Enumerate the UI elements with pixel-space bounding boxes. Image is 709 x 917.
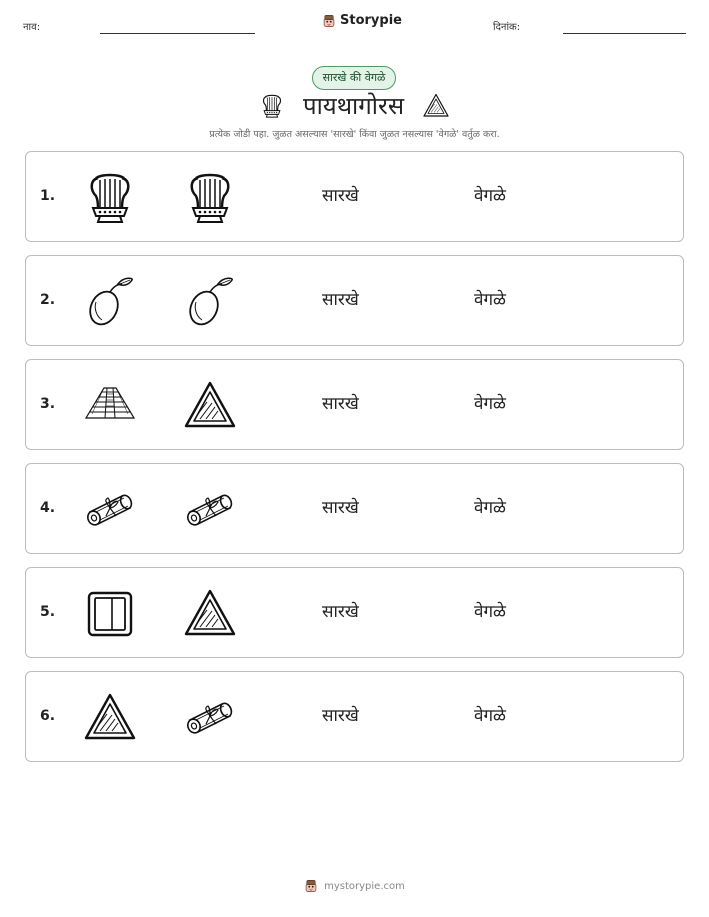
brand-logo [322,13,402,28]
question-number: 5. [40,604,56,620]
footer [0,879,709,893]
same-option[interactable]: सारखे [322,498,359,518]
footer-url[interactable]: mystorypie.com [324,880,405,892]
question-row [25,255,684,346]
pyramid-icon [82,378,138,434]
same-option[interactable]: सारखे [322,394,359,414]
date-line[interactable] [563,33,686,34]
question-number: 3. [40,396,56,412]
question-row [25,463,684,554]
question-number: 1. [40,188,56,204]
question-row [25,567,684,658]
scroll-icon [182,482,238,538]
name-line[interactable] [100,33,255,34]
same-option[interactable]: सारखे [322,186,359,206]
question-row [25,359,684,450]
same-option[interactable]: सारखे [322,706,359,726]
page-title: पायथागोरस [302,92,405,120]
question-number: 2. [40,292,56,308]
different-option[interactable]: वेगळे [474,290,506,310]
mascot-icon [304,879,318,893]
same-option[interactable]: सारखे [322,290,359,310]
title-row [0,89,709,122]
lyre-icon [259,93,285,119]
question-row [25,671,684,762]
category-tag: सारखे की वेगळे [312,66,396,90]
scroll-icon [82,482,138,538]
date-label: दिनांक: [493,22,521,33]
different-option[interactable]: वेगळे [474,394,506,414]
lyre-icon [82,170,138,226]
triangle-icon [182,586,238,642]
olive-icon [82,274,138,330]
question-number: 4. [40,500,56,516]
different-option[interactable]: वेगळे [474,706,506,726]
triangle-icon [422,92,450,120]
triangle-icon [82,690,138,746]
different-option[interactable]: वेगळे [474,186,506,206]
question-number: 6. [40,708,56,724]
name-label: नाव: [23,22,41,33]
lyre-icon [182,170,238,226]
triangle-icon [182,378,238,434]
different-option[interactable]: वेगळे [474,602,506,622]
different-option[interactable]: वेगळे [474,498,506,518]
instructions: प्रत्येक जोडी पहा. जुळत असल्यास 'सारखे' किंवा जुळत नसल्यास 'वेगळे' वर्तुळ करा. [209,129,500,140]
scroll-icon [182,690,238,746]
square-icon [82,586,138,642]
olive-icon [182,274,238,330]
brand-name: Storypie [340,13,402,28]
mascot-icon [322,14,336,28]
same-option[interactable]: सारखे [322,602,359,622]
question-row [25,151,684,242]
